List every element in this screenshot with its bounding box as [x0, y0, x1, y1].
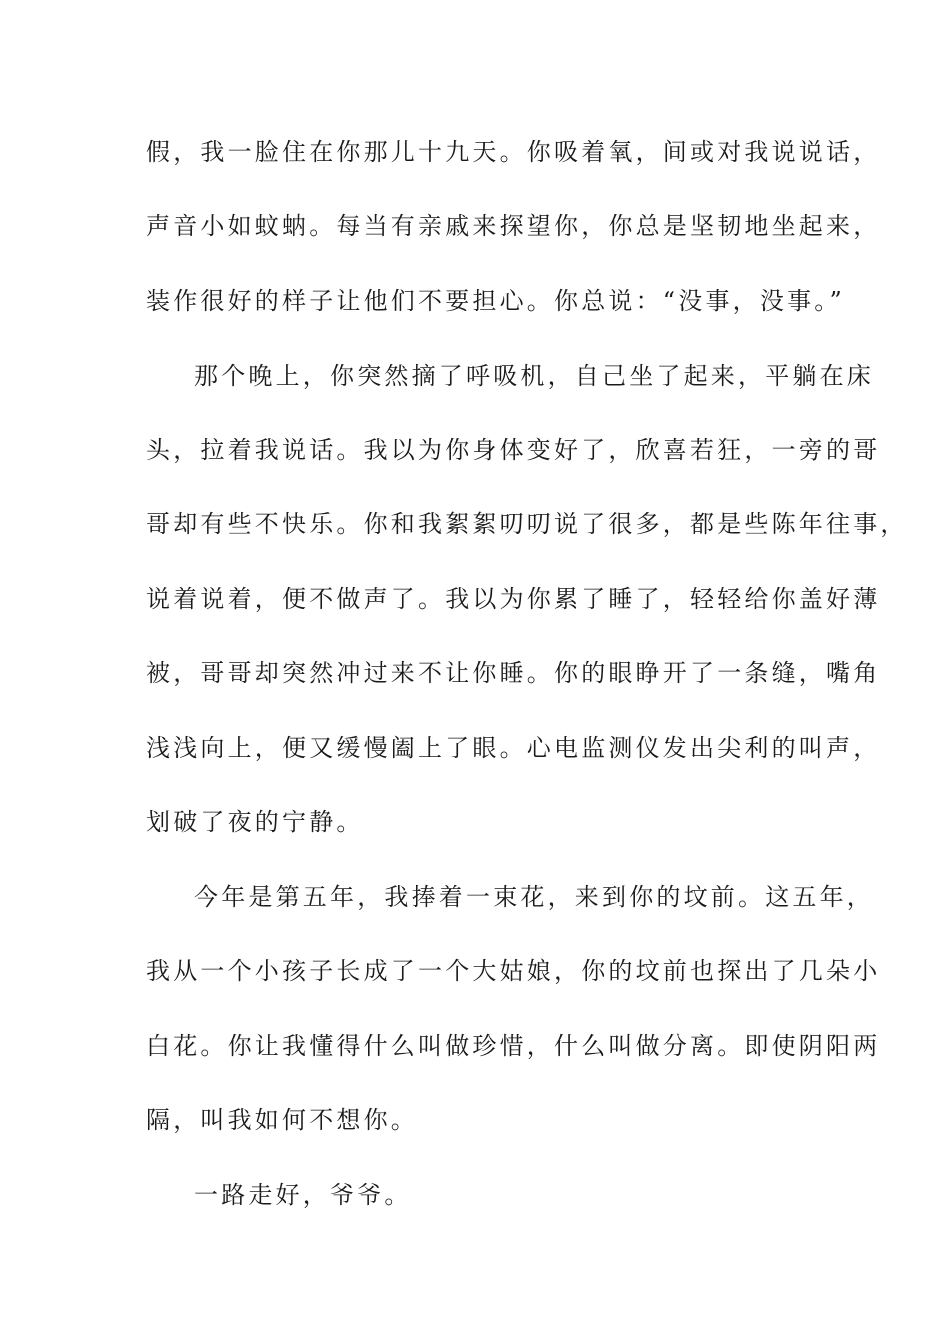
text-line: 划破了夜的宁静。 [146, 808, 364, 836]
text-line: 头，拉着我说话。我以为你身体变好了，欣喜若狂，一旁的哥 [146, 436, 881, 464]
text-line: 假，我一脸住在你那儿十九天。你吸着氧，间或对我说说话， [146, 138, 881, 166]
paragraph-start-line: 那个晚上，你突然摘了呼吸机，自己坐了起来，平躺在床 [194, 362, 874, 390]
text-line: 浅浅向上，便又缓慢阖上了眼。心电监测仪发出尖利的叫声， [146, 734, 881, 762]
text-line: 哥却有些不快乐。你和我絮絮叨叨说了很多，都是些陈年往事， [146, 510, 908, 538]
text-line: 装作很好的样子让他们不要担心。你总说：“没事，没事。” [146, 287, 845, 315]
text-line: 说着说着，便不做声了。我以为你累了睡了，轻轻给你盖好薄 [146, 585, 881, 613]
text-line: 隔，叫我如何不想你。 [146, 1106, 418, 1134]
text-line: 声音小如蚊蚋。每当有亲戚来探望你，你总是坚韧地坐起来， [146, 212, 881, 240]
text-line: 白花。你让我懂得什么叫做珍惜，什么叫做分离。即使阴阳两 [146, 1032, 881, 1060]
text-line: 我从一个小孩子长成了一个大姑娘，你的坟前也探出了几朵小 [146, 957, 881, 985]
closing-line: 一路走好，爷爷。 [194, 1181, 412, 1209]
paragraph-start-line: 今年是第五年，我捧着一束花，来到你的坟前。这五年， [194, 883, 874, 911]
text-line: 被，哥哥却突然冲过来不让你睡。你的眼睁开了一条缝，嘴角 [146, 659, 881, 687]
